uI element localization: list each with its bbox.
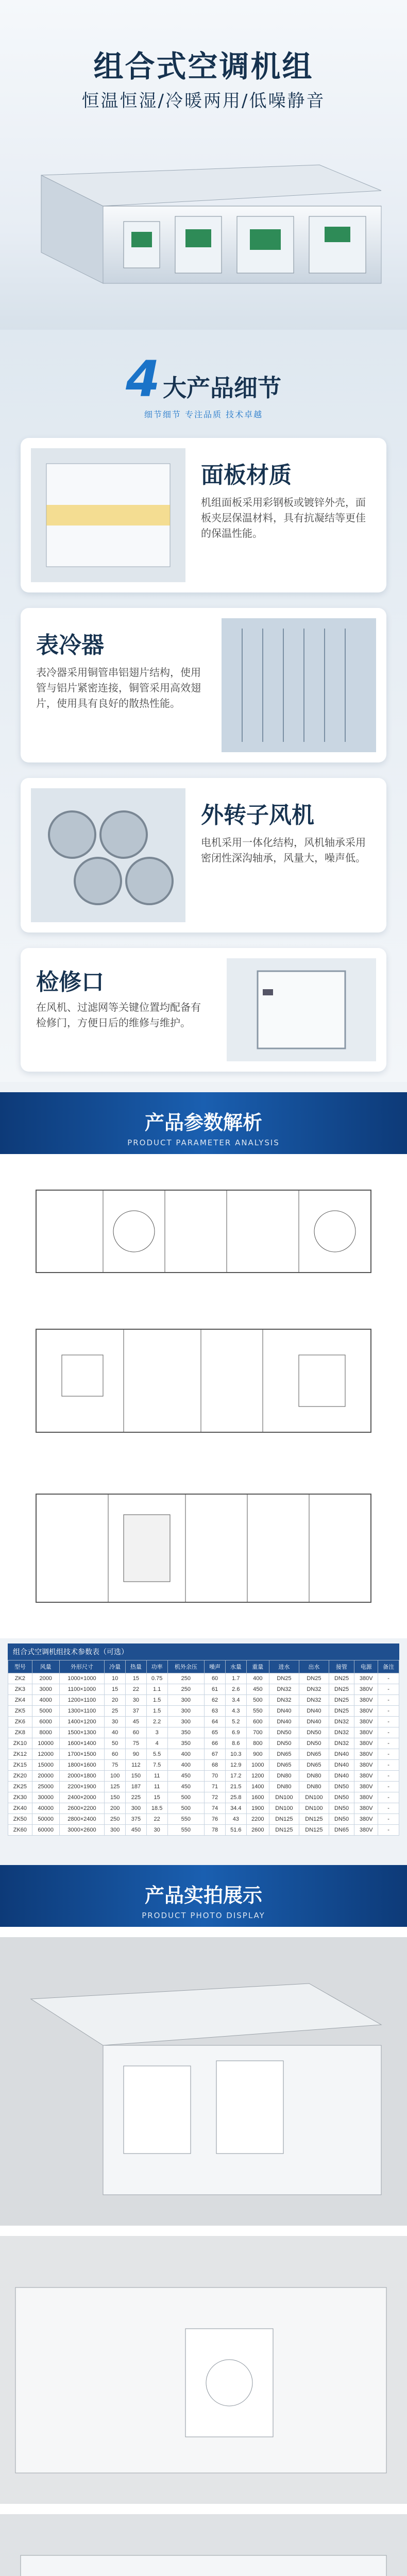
spec-cell: 7.5 <box>146 1760 167 1771</box>
spec-cell: - <box>378 1782 399 1792</box>
spec-cell: 70 <box>205 1771 226 1782</box>
spec-cell: 71 <box>205 1782 226 1792</box>
spec-row <box>8 1803 399 1814</box>
spec-cell: ZK4 <box>8 1695 32 1706</box>
side-view-diagram <box>31 1319 376 1453</box>
product-photo-1 <box>0 1937 407 2226</box>
photos-subtitle: PRODUCT PHOTO DISPLAY <box>142 1911 265 1920</box>
spec-cell: 60000 <box>32 1825 59 1836</box>
details-section <box>0 330 407 1082</box>
spec-cell: 500 <box>246 1695 269 1706</box>
spec-cell: - <box>378 1695 399 1706</box>
spec-cell: 30000 <box>32 1792 59 1803</box>
spec-cell: 200 <box>105 1803 126 1814</box>
spec-cell: DN25 <box>329 1695 354 1706</box>
spec-cell: DN65 <box>269 1760 299 1771</box>
spec-cell: 2600×2200 <box>59 1803 105 1814</box>
params-banner <box>0 1092 407 1154</box>
spec-cell: DN50 <box>299 1727 329 1738</box>
spec-cell: DN32 <box>269 1684 299 1695</box>
spec-cell: 380V <box>354 1738 378 1749</box>
spec-cell: 62 <box>205 1695 226 1706</box>
spec-cell: 45 <box>126 1717 147 1727</box>
spec-cell: 380V <box>354 1814 378 1825</box>
spec-cell: 20000 <box>32 1771 59 1782</box>
diagram-section <box>0 1154 407 1638</box>
spec-cell: 380V <box>354 1706 378 1717</box>
spec-cell: 450 <box>167 1782 205 1792</box>
spec-cell: DN50 <box>299 1738 329 1749</box>
spec-cell: 380V <box>354 1695 378 1706</box>
spec-cell: DN50 <box>329 1782 354 1792</box>
spec-header-cell: 风量 <box>32 1660 59 1673</box>
spec-cell: 78 <box>205 1825 226 1836</box>
spec-cell: DN125 <box>299 1825 329 1836</box>
spec-cell: 1400 <box>246 1782 269 1792</box>
spec-cell: 1200×1100 <box>59 1695 105 1706</box>
spec-cell: 150 <box>105 1792 126 1803</box>
spec-cell: 63 <box>205 1706 226 1717</box>
spec-cell: ZK25 <box>8 1782 32 1792</box>
spec-cell: 250 <box>167 1673 205 1684</box>
spec-cell: 1500×1300 <box>59 1727 105 1738</box>
spec-table-wrap <box>8 1643 399 1836</box>
hero-section <box>0 0 407 330</box>
spec-cell: 380V <box>354 1717 378 1727</box>
spec-cell: 12000 <box>32 1749 59 1760</box>
spec-cell: - <box>378 1792 399 1803</box>
spec-cell: 380V <box>354 1803 378 1814</box>
spec-cell: DN80 <box>299 1782 329 1792</box>
spec-cell: - <box>378 1760 399 1771</box>
spec-cell: 2000×1800 <box>59 1771 105 1782</box>
spec-cell: DN50 <box>269 1738 299 1749</box>
spec-cell: 1600 <box>246 1792 269 1803</box>
spec-cell: DN40 <box>269 1717 299 1727</box>
spec-cell: 60 <box>205 1673 226 1684</box>
spec-cell: DN32 <box>329 1717 354 1727</box>
spec-cell: 300 <box>167 1695 205 1706</box>
spec-cell: ZK3 <box>8 1684 32 1695</box>
photos-banner <box>0 1865 407 1927</box>
spec-cell: DN65 <box>299 1760 329 1771</box>
spec-cell: ZK5 <box>8 1706 32 1717</box>
spec-cell: DN40 <box>329 1760 354 1771</box>
spec-cell: 4000 <box>32 1695 59 1706</box>
access-door-image <box>227 958 376 1061</box>
spec-cell: 30 <box>126 1695 147 1706</box>
spec-cell: 112 <box>126 1760 147 1771</box>
spec-cell: 5000 <box>32 1706 59 1717</box>
spec-cell: 225 <box>126 1792 147 1803</box>
spec-cell: 74 <box>205 1803 226 1814</box>
details-number: 4 <box>126 350 160 408</box>
spec-cell: 550 <box>167 1814 205 1825</box>
spec-cell: 75 <box>105 1760 126 1771</box>
spec-cell: ZK2 <box>8 1673 32 1684</box>
spec-cell: DN100 <box>269 1792 299 1803</box>
spec-cell: 2200×1900 <box>59 1782 105 1792</box>
spec-cell: 25000 <box>32 1782 59 1792</box>
spec-cell: 1100×1000 <box>59 1684 105 1695</box>
spec-cell: 22 <box>146 1814 167 1825</box>
spec-cell: 1400×1200 <box>59 1717 105 1727</box>
spec-cell: 450 <box>167 1771 205 1782</box>
feature-title: 面板材质 <box>201 462 292 488</box>
spec-cell: DN50 <box>329 1814 354 1825</box>
spec-cell: 2.2 <box>146 1717 167 1727</box>
spec-cell: DN80 <box>269 1771 299 1782</box>
spec-row <box>8 1782 399 1792</box>
spec-header-cell: 出水 <box>299 1660 329 1673</box>
coil-image <box>222 618 376 752</box>
spec-cell: 150 <box>126 1771 147 1782</box>
spec-cell: 550 <box>167 1825 205 1836</box>
spec-cell: 25.8 <box>225 1792 246 1803</box>
details-title: 大产品细节 <box>162 374 281 402</box>
spec-cell: 300 <box>167 1717 205 1727</box>
spec-cell: DN80 <box>269 1782 299 1792</box>
spec-cell: 300 <box>126 1803 147 1814</box>
spec-cell: 1.7 <box>225 1673 246 1684</box>
spec-cell: 40000 <box>32 1803 59 1814</box>
spec-cell: 1700×1500 <box>59 1749 105 1760</box>
details-subtitle: 细节细节 专注品质 技术卓越 <box>144 410 263 419</box>
spec-row <box>8 1717 399 1727</box>
spec-row <box>8 1792 399 1803</box>
spec-cell: ZK12 <box>8 1749 32 1760</box>
spec-cell: 125 <box>105 1782 126 1792</box>
spec-cell: - <box>378 1738 399 1749</box>
spec-cell: 375 <box>126 1814 147 1825</box>
spec-cell: 51.6 <box>225 1825 246 1836</box>
spec-cell: 72 <box>205 1792 226 1803</box>
spec-cell: 800 <box>246 1738 269 1749</box>
spec-cell: 61 <box>205 1684 226 1695</box>
spec-cell: DN32 <box>329 1738 354 1749</box>
spec-header-cell: 热量 <box>126 1660 147 1673</box>
spec-cell: 1.1 <box>146 1684 167 1695</box>
spec-cell: 380V <box>354 1825 378 1836</box>
spec-cell: 380V <box>354 1782 378 1792</box>
spec-cell: 37 <box>126 1706 147 1717</box>
spec-cell: 60 <box>105 1749 126 1760</box>
spec-header-cell: 冷量 <box>105 1660 126 1673</box>
spec-cell: 3 <box>146 1727 167 1738</box>
spec-cell: ZK15 <box>8 1760 32 1771</box>
spec-cell: DN65 <box>329 1825 354 1836</box>
spec-row <box>8 1738 399 1749</box>
spec-cell: 380V <box>354 1792 378 1803</box>
feature-card-panel <box>21 438 386 592</box>
spec-row <box>8 1695 399 1706</box>
spec-cell: 1600×1400 <box>59 1738 105 1749</box>
spec-row <box>8 1825 399 1836</box>
spec-cell: DN125 <box>299 1814 329 1825</box>
panel-image <box>31 448 185 582</box>
spec-cell: - <box>378 1727 399 1738</box>
ahu-unit-illustration <box>21 134 386 289</box>
spec-cell: 0.75 <box>146 1673 167 1684</box>
spec-table <box>8 1660 399 1836</box>
spec-cell: 700 <box>246 1727 269 1738</box>
spec-cell: 50000 <box>32 1814 59 1825</box>
spec-cell: 43 <box>225 1814 246 1825</box>
spec-header-cell: 进水 <box>269 1660 299 1673</box>
feature-desc: 电机采用一体化结构，风机轴承采用密闭性深沟轴承，风量大，噪声低。 <box>201 836 366 864</box>
feature-card-coil <box>21 608 386 762</box>
spec-cell: 300 <box>105 1825 126 1836</box>
spec-cell: - <box>378 1684 399 1695</box>
spec-cell: DN80 <box>299 1771 329 1782</box>
spec-cell: 350 <box>167 1738 205 1749</box>
params-title: 产品参数解析 <box>144 1111 262 1134</box>
spec-cell: 75 <box>126 1738 147 1749</box>
spec-cell: 250 <box>167 1684 205 1695</box>
spec-cell: DN25 <box>299 1673 329 1684</box>
section-view-diagram <box>31 1484 376 1618</box>
spec-header-cell: 功率 <box>146 1660 167 1673</box>
spec-cell: - <box>378 1814 399 1825</box>
spec-cell: 15 <box>126 1673 147 1684</box>
spec-cell: 2.6 <box>225 1684 246 1695</box>
spec-cell: 17.2 <box>225 1771 246 1782</box>
spec-cell: 22 <box>126 1684 147 1695</box>
spec-cell: 90 <box>126 1749 147 1760</box>
spec-cell: 100 <box>105 1771 126 1782</box>
spec-row <box>8 1771 399 1782</box>
spec-row <box>8 1727 399 1738</box>
spec-cell: 380V <box>354 1673 378 1684</box>
spec-cell: 1300×1100 <box>59 1706 105 1717</box>
spec-cell: DN40 <box>329 1771 354 1782</box>
spec-cell: DN40 <box>299 1717 329 1727</box>
spec-cell: 40 <box>105 1727 126 1738</box>
spec-cell: ZK50 <box>8 1814 32 1825</box>
spec-cell: DN25 <box>269 1673 299 1684</box>
spec-cell: DN100 <box>299 1803 329 1814</box>
spec-cell: DN32 <box>329 1727 354 1738</box>
spec-cell: DN40 <box>269 1706 299 1717</box>
feature-desc: 机组面板采用彩钢板或镀锌外壳，面板夹层保温材料，具有抗凝结等更佳的保温性能。 <box>201 496 366 539</box>
feature-card-fan <box>21 778 386 933</box>
spec-header-cell: 备注 <box>378 1660 399 1673</box>
spec-cell: 4 <box>146 1738 167 1749</box>
spec-cell: 15000 <box>32 1760 59 1771</box>
spec-row <box>8 1814 399 1825</box>
feature-title: 检修口 <box>36 969 104 995</box>
spec-cell: DN25 <box>329 1673 354 1684</box>
spec-header-cell: 接管 <box>329 1660 354 1673</box>
spec-cell: 380V <box>354 1749 378 1760</box>
spec-header-cell: 型号 <box>8 1660 32 1673</box>
spec-header-cell: 水量 <box>225 1660 246 1673</box>
spec-cell: 1.5 <box>146 1706 167 1717</box>
spec-cell: 400 <box>167 1749 205 1760</box>
spec-cell: 12.9 <box>225 1760 246 1771</box>
spec-cell: ZK20 <box>8 1771 32 1782</box>
spec-header-cell: 外形尺寸 <box>59 1660 105 1673</box>
top-view-diagram <box>31 1180 376 1293</box>
spec-cell: 350 <box>167 1727 205 1738</box>
spec-cell: 8.6 <box>225 1738 246 1749</box>
hero-title: 组合式空调机组 <box>93 49 314 84</box>
spec-cell: DN125 <box>269 1814 299 1825</box>
spec-cell: 6000 <box>32 1717 59 1727</box>
photos-title: 产品实拍展示 <box>144 1884 262 1907</box>
spec-row <box>8 1684 399 1695</box>
spec-cell: 6.9 <box>225 1727 246 1738</box>
spec-cell: ZK6 <box>8 1717 32 1727</box>
spec-cell: 900 <box>246 1749 269 1760</box>
spec-cell: DN32 <box>299 1684 329 1695</box>
spec-cell: DN50 <box>269 1727 299 1738</box>
feature-title: 表冷器 <box>36 632 104 658</box>
spec-cell: 10.3 <box>225 1749 246 1760</box>
spec-cell: DN65 <box>299 1749 329 1760</box>
spec-cell: 380V <box>354 1771 378 1782</box>
spec-cell: 1000 <box>246 1760 269 1771</box>
spec-header-cell: 噪声 <box>205 1660 226 1673</box>
feature-card-access <box>21 948 386 1072</box>
spec-cell: 5.5 <box>146 1749 167 1760</box>
spec-cell: ZK8 <box>8 1727 32 1738</box>
spec-cell: 21.5 <box>225 1782 246 1792</box>
spec-cell: 400 <box>246 1673 269 1684</box>
spec-cell: 76 <box>205 1814 226 1825</box>
spec-cell: 250 <box>105 1814 126 1825</box>
spec-cell: 1000×1000 <box>59 1673 105 1684</box>
spec-cell: 5.2 <box>225 1717 246 1727</box>
spec-cell: 1800×1600 <box>59 1760 105 1771</box>
spec-cell: 15 <box>105 1684 126 1695</box>
spec-cell: DN50 <box>329 1792 354 1803</box>
product-photo-2 <box>0 2236 407 2504</box>
spec-cell: 450 <box>126 1825 147 1836</box>
spec-cell: 300 <box>167 1706 205 1717</box>
spec-cell: 3.4 <box>225 1695 246 1706</box>
spec-cell: - <box>378 1717 399 1727</box>
spec-cell: 10000 <box>32 1738 59 1749</box>
spec-cell: 66 <box>205 1738 226 1749</box>
spec-cell: 500 <box>167 1792 205 1803</box>
spec-cell: 30 <box>146 1825 167 1836</box>
spec-row <box>8 1673 399 1684</box>
spec-cell: - <box>378 1749 399 1760</box>
spec-cell: 2000 <box>32 1673 59 1684</box>
spec-row <box>8 1760 399 1771</box>
spec-cell: 8000 <box>32 1727 59 1738</box>
spec-cell: DN25 <box>329 1706 354 1717</box>
spec-cell: 34.4 <box>225 1803 246 1814</box>
spec-cell: 30 <box>105 1717 126 1727</box>
spec-cell: 380V <box>354 1760 378 1771</box>
spec-cell: 500 <box>167 1803 205 1814</box>
spec-cell: DN100 <box>269 1803 299 1814</box>
spec-row <box>8 1706 399 1717</box>
spec-cell: 10 <box>105 1673 126 1684</box>
feature-desc: 表冷器采用铜管串铝翅片结构，使用管与铝片紧密连接，铜管采用高效翅片，使用具有良好的散热性能。 <box>36 666 201 709</box>
spec-cell: - <box>378 1803 399 1814</box>
spec-cell: 64 <box>205 1717 226 1727</box>
details-heading <box>0 350 407 420</box>
spec-cell: 11 <box>146 1782 167 1792</box>
spec-cell: - <box>378 1771 399 1782</box>
spec-header-cell: 机外余压 <box>167 1660 205 1673</box>
spec-cell: 2600 <box>246 1825 269 1836</box>
spec-cell: 187 <box>126 1782 147 1792</box>
spec-cell: DN65 <box>269 1749 299 1760</box>
spec-cell: DN40 <box>329 1749 354 1760</box>
spec-table-caption: 组合式空调机组技术参数表（可选） <box>8 1643 399 1660</box>
spec-cell: 550 <box>246 1706 269 1717</box>
feature-title: 外转子风机 <box>201 802 314 828</box>
photos-section <box>0 1927 407 2576</box>
spec-cell: 20 <box>105 1695 126 1706</box>
spec-cell: 2200 <box>246 1814 269 1825</box>
spec-cell: DN40 <box>299 1706 329 1717</box>
spec-cell: 1200 <box>246 1771 269 1782</box>
spec-cell: 25 <box>105 1706 126 1717</box>
spec-cell: ZK40 <box>8 1803 32 1814</box>
spec-cell: 400 <box>167 1760 205 1771</box>
feature-desc: 在风机、过滤网等关键位置均配备有检修门，方便日后的维修与维护。 <box>36 1001 201 1029</box>
params-subtitle: PRODUCT PARAMETER ANALYSIS <box>127 1138 280 1147</box>
spec-cell: 380V <box>354 1684 378 1695</box>
spec-cell: ZK30 <box>8 1792 32 1803</box>
spec-cell: DN32 <box>299 1695 329 1706</box>
spec-cell: 1.5 <box>146 1695 167 1706</box>
spec-cell: DN25 <box>329 1684 354 1695</box>
spec-cell: 65 <box>205 1727 226 1738</box>
product-photo-3 <box>0 2514 407 2576</box>
spec-row <box>8 1749 399 1760</box>
spec-cell: 68 <box>205 1760 226 1771</box>
spec-cell: 2800×2400 <box>59 1814 105 1825</box>
hero-subtitle: 恒温恒湿/冷暖两用/低噪静音 <box>81 91 326 111</box>
spec-cell: - <box>378 1706 399 1717</box>
spec-cell: DN32 <box>269 1695 299 1706</box>
spec-header-cell: 重量 <box>246 1660 269 1673</box>
spec-cell: 50 <box>105 1738 126 1749</box>
spec-cell: DN100 <box>299 1792 329 1803</box>
spec-cell: - <box>378 1673 399 1684</box>
spec-cell: 67 <box>205 1749 226 1760</box>
spec-cell: 3000 <box>32 1684 59 1695</box>
spec-cell: ZK10 <box>8 1738 32 1749</box>
spec-cell: 1900 <box>246 1803 269 1814</box>
spec-cell: 4.3 <box>225 1706 246 1717</box>
spec-cell: 15 <box>146 1792 167 1803</box>
spec-header-cell: 电源 <box>354 1660 378 1673</box>
spec-cell: 600 <box>246 1717 269 1727</box>
fan-image <box>31 788 185 922</box>
spec-cell: 18.5 <box>146 1803 167 1814</box>
spec-cell: 60 <box>126 1727 147 1738</box>
spec-cell: ZK60 <box>8 1825 32 1836</box>
spec-cell: 11 <box>146 1771 167 1782</box>
spec-cell: DN50 <box>329 1803 354 1814</box>
spec-cell: DN125 <box>269 1825 299 1836</box>
spec-cell: 380V <box>354 1727 378 1738</box>
spec-cell: - <box>378 1825 399 1836</box>
spec-cell: 450 <box>246 1684 269 1695</box>
spec-cell: 3000×2600 <box>59 1825 105 1836</box>
spec-cell: 2400×2000 <box>59 1792 105 1803</box>
